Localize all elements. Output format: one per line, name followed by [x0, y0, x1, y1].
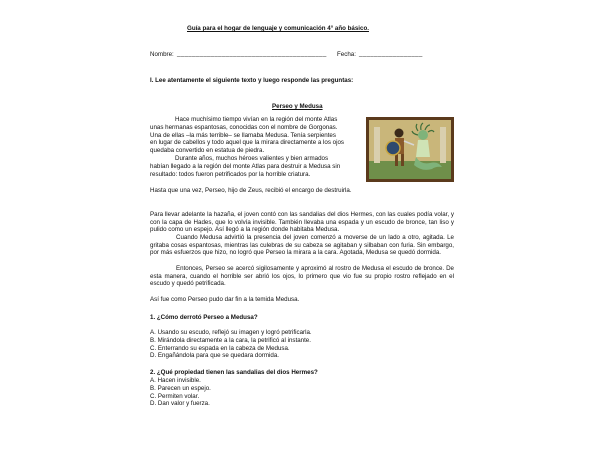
story-title: Perseo y Medusa: [272, 103, 323, 110]
answer-option[interactable]: A. Usando su escudo, reflejó su imagen y logró petrificarla.: [150, 329, 312, 336]
text-line: quedaba convertido en estatua de piedra.: [150, 147, 265, 155]
answer-option[interactable]: B. Mirándola directamente a la cara, la petrificó al instante.: [150, 336, 311, 344]
date-label: Fecha:: [337, 51, 356, 58]
column-right: [440, 127, 446, 163]
name-label: Nombre:: [150, 51, 174, 58]
question-2: 2. ¿Qué propiedad tienen las sandalias del dios Hermes?: [150, 369, 318, 376]
shield-icon: [386, 141, 400, 155]
name-field[interactable]: ________________________________________: [177, 50, 327, 57]
story-paragraph-2: [150, 155, 362, 178]
answer-option[interactable]: D. Dan valor y fuerza.: [150, 400, 210, 408]
story-paragraph-6: Entonces, Perseo se acercó sigilosamente y aproximó al rostro de Medusa el escudo de bronce. De esta manera, cuando el horrible ser abrió los ojos, lo primero que vio fue su propio rostro reflejado en el escudo y quedó petrificada.: [150, 265, 454, 288]
answer-option[interactable]: C. Permiten volar.: [150, 392, 200, 400]
question-1: 1. ¿Cómo derrotó Perseo a Medusa?: [150, 314, 258, 321]
story-paragraph-1: [150, 116, 362, 155]
text-line: unas hermanas espantosas, conocidas con el nombre de Gorgonas.: [150, 123, 338, 131]
answer-option[interactable]: C. Enterrando su espada en la cabeza de Medusa.: [150, 344, 290, 352]
answer-option[interactable]: D. Engañándola para que se quedara dormida.: [150, 352, 279, 360]
page-title: Guía para el hogar de lenguaje y comunicación 4° año básico.: [187, 25, 369, 32]
column-left: [374, 127, 380, 163]
date-field[interactable]: _________________: [359, 50, 423, 57]
text-line: Hace muchísimo tiempo vivían en la región del monte Atlas: [175, 116, 338, 123]
story-paragraph-7: Así fue como Perseo pudo dar fin a la temida Medusa.: [150, 296, 300, 303]
instruction: I. Lee atentamente el siguiente texto y luego responde las preguntas:: [150, 77, 354, 84]
perseus-medusa-illustration: [366, 117, 454, 182]
perseus-head-icon: [395, 129, 404, 138]
perseus-leg: [401, 154, 404, 166]
medusa-body: [416, 140, 430, 157]
text-line: Una de ellas –la más terrible– se llamaba Medusa. Tenía serpientes: [150, 131, 336, 139]
answer-option[interactable]: B. Parecen un espejo.: [150, 384, 211, 392]
story-paragraph-5: Cuando Medusa advirtió la presencia del joven comenzó a moverse de un lado a otro, agitada. Le gritaba cosas espantosas, mientras las culebras de su cabeza se agitaban y silbaban con furia. Sin embargo, por más esfuerzos que hizo, no logró que Perseo la mirara a la cara. Agotada, Medusa se quedó dormida.: [150, 234, 454, 257]
story-paragraph-3: Hasta que una vez, Perseo, hijo de Zeus, recibió el encargo de destruirla.: [150, 187, 352, 194]
story-paragraph-4: Para llevar adelante la hazaña, el joven contó con las sandalias del dios Hermes, con las cuales podía volar, y con la capa de Hades, que lo volvía invisible. También llevaba una espada y un escudo de bronce, tan liso y pulido como un espejo. Así llegó a la región donde habitaba Medusa.: [150, 211, 454, 234]
medusa-head-icon: [418, 130, 428, 140]
answer-option[interactable]: A. Hacen invisible.: [150, 377, 201, 384]
perseus-leg: [395, 154, 398, 166]
question-2-options: [150, 377, 211, 408]
text-line: Durante años, muchos héroes valientes y bien armados: [175, 155, 329, 162]
question-1-options: [150, 329, 312, 360]
text-line: en lugar de cabellos y todo aquel que la mirara directamente a los ojos: [150, 139, 344, 147]
text-line: habían llegado a la región del monte Atlas para destruir a Medusa sin: [150, 162, 341, 170]
illustration-ground: [369, 161, 451, 179]
text-line: resultado: todos fueron petrificados por la horrible criatura.: [150, 170, 311, 178]
